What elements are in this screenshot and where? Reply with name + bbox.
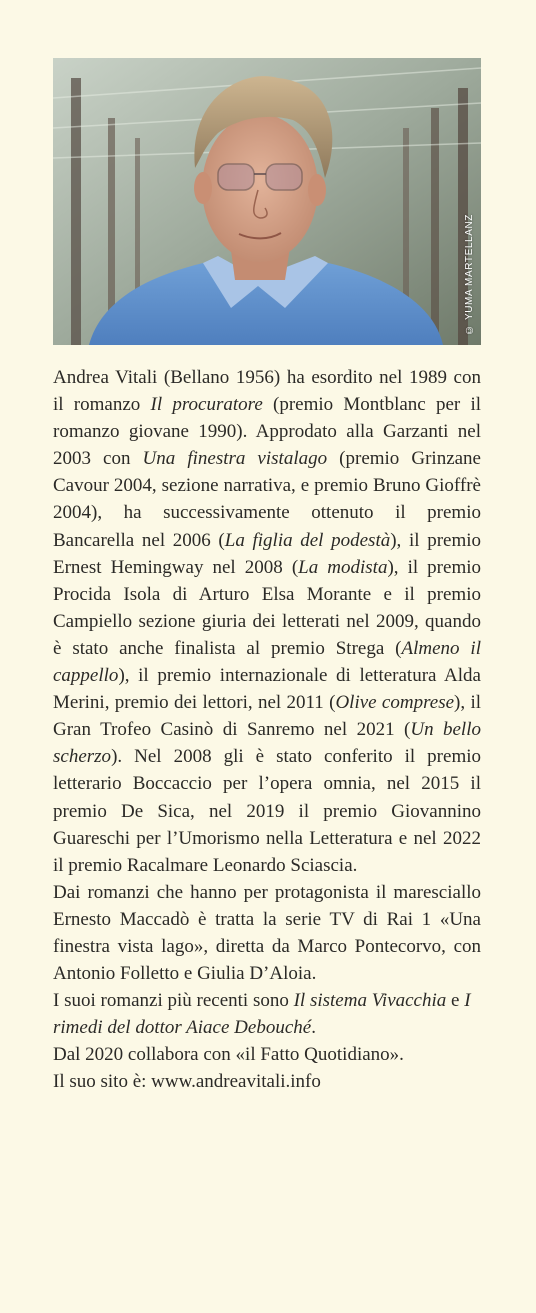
book-title: I rimedi del dottor Aiace Debouché	[53, 990, 471, 1039]
book-title: La modista	[298, 556, 388, 578]
photo-credit: © YUMA MARTELLANZ	[464, 214, 475, 335]
bio-text: .	[311, 1017, 316, 1039]
book-title: Il procuratore	[150, 394, 263, 416]
bio-text: e	[446, 990, 465, 1012]
bio-text: (premio Grinzane Cavour 2004, sezione narrativa, e premio Bruno Gioffrè 2004), ha successivamente ottenuto il premio Bancarella nel 2006 (	[53, 448, 481, 551]
author-portrait-image	[53, 58, 481, 345]
bio-text: Dai romanzi che hanno per protagonista il maresciallo Ernesto Maccadò è tratta la serie TV di Rai 1 «Una finestra vista lago», diretta da Marco Pontecorvo, con Antonio Folletto e Giulia D’Aloia.	[53, 881, 481, 985]
bio-text: ). Nel 2008 gli è stato conferito il premio letterario Boccaccio per l’opera omnia, nel 2015 il premio De Sica, nel 2019 il premio Giovannino Guareschi per l’Umorismo nella Letteratura e nel 2022 il premio Racalmare Leonardo Sciascia.	[53, 746, 481, 876]
bio-text: ), il Gran Trofeo Casinò di Sanremo nel 2021 (	[53, 692, 482, 741]
book-title: Una finestra vistalago	[142, 448, 328, 470]
bio-paragraph-collaboration	[53, 1041, 481, 1068]
author-biography	[53, 364, 481, 1096]
bio-paragraph-recent-novels	[53, 987, 481, 1041]
bio-text: ), il premio internazionale di letteratura Alda Merini, premio dei lettori, nel 2011 (	[53, 665, 481, 714]
book-title: La figlia del podestà	[224, 529, 391, 551]
bio-text: (premio Montblanc per il romanzo giovane 1990). Approdato alla Garzanti nel 2003 con	[53, 394, 482, 470]
book-title: Il sistema Vivacchia	[293, 990, 447, 1012]
bio-text: Andrea Vitali (Bellano 1956) ha esordito nel 1989 con il romanzo	[53, 367, 481, 416]
bio-text: ), il premio Procida Isola di Arturo Elsa Morante e il premio Campiello sezione giuria dei letterati nel 2009, quando è stato anche finalista al premio Strega (	[53, 556, 482, 659]
bio-text: Il suo sito è: www.andreavitali.info	[53, 1071, 321, 1093]
bio-paragraph-awards	[53, 364, 481, 879]
bio-text: Dal 2020 collabora con «il Fatto Quotidiano».	[53, 1044, 404, 1066]
author-photo	[53, 58, 481, 345]
book-title: Olive comprese	[335, 692, 455, 714]
bio-text: I suoi romanzi più recenti sono	[53, 990, 294, 1012]
bio-paragraph-website	[53, 1068, 481, 1095]
book-title: Un bello scherzo	[53, 719, 481, 768]
book-title: Almeno il cappello	[53, 637, 481, 687]
bio-paragraph-tv-series	[53, 879, 481, 987]
bio-text: ), il premio Ernest Hemingway nel 2008 (	[53, 529, 482, 578]
